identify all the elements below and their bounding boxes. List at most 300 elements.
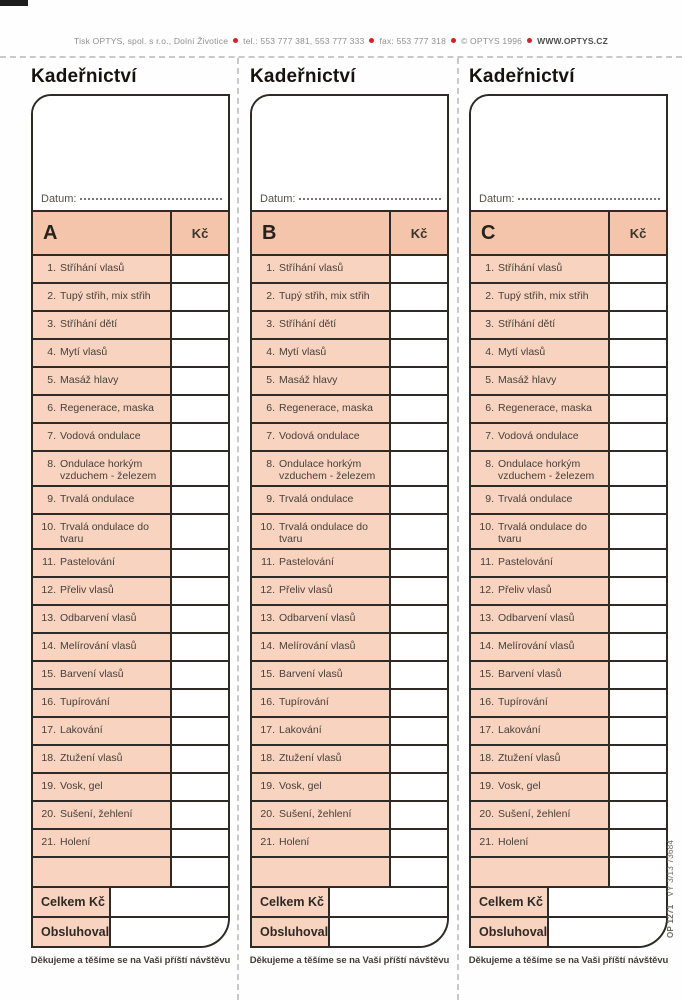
service-number: 10. (479, 521, 494, 533)
served-by-row (33, 916, 228, 946)
price-cell (170, 662, 228, 688)
price-cell (170, 858, 228, 886)
service-label: Odbarvení vlasů (498, 612, 575, 624)
service-number: 13. (260, 612, 275, 624)
copyright-text: © OPTYS 1996 (461, 36, 523, 46)
ticket-footer (31, 955, 230, 966)
service-number: 19. (41, 780, 56, 792)
price-cell (608, 858, 666, 886)
served-by-value-cell (111, 918, 228, 946)
price-cell (389, 578, 447, 604)
service-label: Masáž hlavy (498, 374, 557, 386)
service-number: 15. (479, 668, 494, 680)
service-number: 17. (41, 724, 56, 736)
ticket (0, 64, 238, 966)
service-number: 4. (47, 346, 56, 358)
service-label: Přeliv vlasů (60, 584, 114, 596)
service-row (471, 634, 666, 662)
service-label: Odbarvení vlasů (60, 612, 137, 624)
currency-header: Kč (608, 212, 666, 254)
price-cell (608, 487, 666, 513)
service-number: 5. (266, 374, 275, 386)
ticket-letter: B (262, 221, 277, 244)
total-row (33, 886, 228, 916)
price-cell (608, 578, 666, 604)
service-rows (471, 256, 666, 886)
served-by-value-cell (330, 918, 447, 946)
service-label: Tupírování (60, 696, 110, 708)
price-cell (389, 774, 447, 800)
service-row (33, 487, 228, 515)
served-by-value-cell (549, 918, 666, 946)
service-number: 7. (47, 430, 56, 442)
perforation-line-horizontal (0, 56, 682, 58)
service-label: Trvalá ondulace (498, 493, 573, 505)
service-row (471, 256, 666, 284)
ticket-title: Kadeřnictví (31, 66, 137, 87)
service-number: 8. (266, 458, 275, 470)
service-row (471, 802, 666, 830)
service-number: 20. (260, 808, 275, 820)
service-row (471, 396, 666, 424)
service-label: Melírování vlasů (279, 640, 356, 652)
price-cell (608, 662, 666, 688)
price-cell (170, 487, 228, 513)
fax-text: fax: 553 777 318 (379, 36, 446, 46)
service-label: Vosk, gel (279, 780, 322, 792)
service-row (33, 424, 228, 452)
service-number: 20. (41, 808, 56, 820)
service-number: 11. (261, 556, 275, 568)
service-label: Stříhání dětí (498, 318, 556, 330)
service-number: 17. (260, 724, 275, 736)
price-cell (170, 746, 228, 772)
service-label: Holení (279, 836, 310, 848)
price-cell (389, 830, 447, 856)
service-row (252, 368, 447, 396)
price-cell (608, 256, 666, 282)
service-row (33, 662, 228, 690)
service-row (33, 578, 228, 606)
ticket-header-row (252, 212, 447, 256)
service-number: 2. (485, 290, 494, 302)
service-row (471, 515, 666, 550)
service-number: 13. (41, 612, 56, 624)
service-label: Ondulace horkým vzduchem - železem (498, 458, 595, 482)
service-label: Sušení, žehlení (60, 808, 133, 820)
total-label: Celkem Kč (471, 888, 549, 916)
service-number: 1. (485, 262, 494, 274)
service-rows (33, 256, 228, 886)
price-cell (389, 606, 447, 632)
service-row (252, 634, 447, 662)
service-label: Melírování vlasů (498, 640, 575, 652)
service-row (33, 515, 228, 550)
price-cell (608, 718, 666, 744)
service-label: Masáž hlavy (60, 374, 119, 386)
service-number: 6. (485, 402, 494, 414)
service-label: Trvalá ondulace (279, 493, 354, 505)
price-cell (170, 578, 228, 604)
empty-service-row (471, 858, 666, 886)
service-label: Vodová ondulace (60, 430, 141, 442)
service-label: Přeliv vlasů (279, 584, 333, 596)
service-number: 16. (41, 696, 56, 708)
service-number: 1. (266, 262, 275, 274)
service-number: 21. (41, 836, 56, 848)
date-area (252, 96, 447, 212)
service-number: 3. (485, 318, 494, 330)
service-label: Lakování (60, 724, 103, 736)
service-number: 14. (41, 640, 56, 652)
ticket-box (250, 94, 449, 948)
service-row (252, 340, 447, 368)
service-number: 19. (479, 780, 494, 792)
price-cell (608, 284, 666, 310)
service-label: Trvalá ondulace do tvaru (279, 521, 368, 545)
service-label: Mytí vlasů (498, 346, 546, 358)
print-code-text: VY 3/13 73684 (666, 839, 675, 897)
ticket-letter: A (43, 221, 58, 244)
served-by-row (252, 916, 447, 946)
ticket-footer (250, 955, 449, 966)
price-cell (170, 802, 228, 828)
currency-header: Kč (389, 212, 447, 254)
date-fill-line (80, 198, 222, 200)
service-row (252, 312, 447, 340)
service-row (252, 662, 447, 690)
ticket-footer (469, 955, 668, 966)
service-label: Pastelování (498, 556, 553, 568)
price-cell (608, 368, 666, 394)
service-row (252, 606, 447, 634)
served-by-label: Obsluhoval (33, 918, 111, 946)
service-row (33, 312, 228, 340)
price-cell (389, 340, 447, 366)
service-number: 7. (266, 430, 275, 442)
service-number: 4. (266, 346, 275, 358)
service-row (33, 256, 228, 284)
service-number: 18. (479, 752, 494, 764)
ticket (458, 64, 682, 966)
service-row (471, 340, 666, 368)
website-text: WWW.OPTYS.CZ (537, 36, 608, 46)
price-cell (608, 550, 666, 576)
service-label: Holení (60, 836, 91, 848)
price-cell (170, 396, 228, 422)
price-cell (389, 515, 447, 548)
price-cell (389, 284, 447, 310)
service-row (33, 368, 228, 396)
service-row (471, 662, 666, 690)
service-row (33, 606, 228, 634)
price-cell (389, 746, 447, 772)
total-label: Celkem Kč (252, 888, 330, 916)
form-code-vertical (666, 840, 675, 938)
service-number: 17. (479, 724, 494, 736)
date-label: Datum: (479, 193, 515, 205)
served-by-label: Obsluhoval (471, 918, 549, 946)
ticket-header-row (33, 212, 228, 256)
service-number: 1. (47, 262, 56, 274)
service-label: Lakování (279, 724, 322, 736)
service-label: Ondulace horkým vzduchem - železem (279, 458, 376, 482)
ticket-header-row (471, 212, 666, 256)
price-cell (170, 634, 228, 660)
bullet-dot-icon (369, 38, 374, 43)
tickets-row (0, 64, 682, 966)
price-cell (170, 368, 228, 394)
price-cell (608, 606, 666, 632)
service-label: Regenerace, maska (498, 402, 592, 414)
service-label: Stříhání vlasů (279, 262, 344, 274)
service-row (471, 424, 666, 452)
service-row (471, 284, 666, 312)
service-row (252, 487, 447, 515)
service-number: 15. (41, 668, 56, 680)
price-cell (170, 690, 228, 716)
service-row (33, 718, 228, 746)
service-label: Regenerace, maska (60, 402, 154, 414)
price-cell (170, 284, 228, 310)
service-label: Přeliv vlasů (498, 584, 552, 596)
service-number: 5. (47, 374, 56, 386)
price-cell (170, 718, 228, 744)
total-value-cell (111, 888, 228, 916)
service-number: 2. (266, 290, 275, 302)
registration-mark (0, 0, 28, 6)
price-cell (389, 487, 447, 513)
service-row (471, 718, 666, 746)
service-row (33, 452, 228, 487)
service-number: 9. (485, 493, 494, 505)
bullet-dot-icon (527, 38, 532, 43)
service-number: 3. (47, 318, 56, 330)
empty-service-row (252, 858, 447, 886)
price-cell (170, 830, 228, 856)
service-label: Melírování vlasů (60, 640, 137, 652)
service-label: Barvení vlasů (60, 668, 124, 680)
price-cell (608, 830, 666, 856)
service-row (252, 452, 447, 487)
thank-you-text: Děkujeme a těšíme se na Vaši příští návštěvu (468, 955, 669, 966)
service-label: Trvalá ondulace do tvaru (60, 521, 149, 545)
price-cell (170, 452, 228, 485)
form-number-text: OP 1271 (666, 904, 675, 938)
service-label: Vodová ondulace (498, 430, 579, 442)
date-fill-line (518, 198, 660, 200)
service-label: Stříhání vlasů (498, 262, 563, 274)
service-label: Mytí vlasů (60, 346, 108, 358)
service-number: 14. (260, 640, 275, 652)
served-by-label: Obsluhoval (252, 918, 330, 946)
ticket-title: Kadeřnictví (250, 66, 356, 87)
service-row (252, 830, 447, 858)
service-number: 8. (47, 458, 56, 470)
service-row (252, 396, 447, 424)
service-number: 13. (479, 612, 494, 624)
service-label: Ztužení vlasů (60, 752, 123, 764)
service-row (471, 578, 666, 606)
ticket-box (469, 94, 668, 948)
service-label: Trvalá ondulace do tvaru (498, 521, 587, 545)
service-number: 12. (479, 584, 494, 596)
service-label: Pastelování (279, 556, 334, 568)
service-row (252, 256, 447, 284)
service-label: Vosk, gel (498, 780, 541, 792)
price-cell (608, 634, 666, 660)
price-cell (389, 858, 447, 886)
service-number: 5. (485, 374, 494, 386)
ticket-letter: C (481, 221, 496, 244)
date-area (471, 96, 666, 212)
service-row (471, 746, 666, 774)
bullet-dot-icon (233, 38, 238, 43)
ticket-title: Kadeřnictví (469, 66, 575, 87)
price-cell (170, 424, 228, 450)
price-cell (608, 424, 666, 450)
price-cell (608, 802, 666, 828)
service-row (33, 690, 228, 718)
service-label: Stříhání dětí (60, 318, 118, 330)
service-row (33, 284, 228, 312)
service-row (471, 452, 666, 487)
service-number: 11. (480, 556, 494, 568)
service-row (33, 830, 228, 858)
price-cell (170, 515, 228, 548)
service-number: 7. (485, 430, 494, 442)
service-number: 15. (260, 668, 275, 680)
price-cell (389, 396, 447, 422)
price-cell (608, 515, 666, 548)
service-label: Sušení, žehlení (498, 808, 571, 820)
service-label: Tupý střih, mix střih (498, 290, 589, 302)
service-label: Barvení vlasů (279, 668, 343, 680)
empty-service-row (33, 858, 228, 886)
service-row (33, 634, 228, 662)
total-label: Celkem Kč (33, 888, 111, 916)
service-label: Holení (498, 836, 529, 848)
service-number: 8. (485, 458, 494, 470)
service-number: 20. (479, 808, 494, 820)
service-number: 18. (260, 752, 275, 764)
service-label: Vosk, gel (60, 780, 103, 792)
service-row (471, 487, 666, 515)
service-row (471, 690, 666, 718)
price-cell (389, 690, 447, 716)
price-cell (389, 368, 447, 394)
service-row (33, 774, 228, 802)
service-number: 12. (260, 584, 275, 596)
service-row (33, 802, 228, 830)
service-row (471, 774, 666, 802)
service-row (252, 690, 447, 718)
price-cell (608, 452, 666, 485)
service-row (252, 550, 447, 578)
price-cell (389, 634, 447, 660)
service-label: Ondulace horkým vzduchem - železem (60, 458, 157, 482)
price-cell (389, 256, 447, 282)
price-cell (389, 312, 447, 338)
service-label: Odbarvení vlasů (279, 612, 356, 624)
service-number: 14. (479, 640, 494, 652)
service-row (33, 746, 228, 774)
service-row (471, 312, 666, 340)
service-label: Masáž hlavy (279, 374, 338, 386)
service-number: 6. (266, 402, 275, 414)
service-number: 21. (479, 836, 494, 848)
service-label: Mytí vlasů (279, 346, 327, 358)
price-cell (170, 606, 228, 632)
served-by-row (471, 916, 666, 946)
service-label: Trvalá ondulace (60, 493, 135, 505)
service-row (33, 396, 228, 424)
total-row (471, 886, 666, 916)
total-value-cell (330, 888, 447, 916)
price-cell (170, 256, 228, 282)
service-row (252, 424, 447, 452)
date-label: Datum: (41, 193, 77, 205)
service-row (471, 606, 666, 634)
price-cell (389, 662, 447, 688)
service-label: Barvení vlasů (498, 668, 562, 680)
service-number: 10. (260, 521, 275, 533)
price-cell (608, 774, 666, 800)
price-cell (170, 340, 228, 366)
service-row (252, 284, 447, 312)
service-label: Stříhání vlasů (60, 262, 125, 274)
service-number: 16. (479, 696, 494, 708)
service-row (471, 368, 666, 396)
service-label: Vodová ondulace (279, 430, 360, 442)
service-number: 16. (260, 696, 275, 708)
price-cell (608, 340, 666, 366)
price-cell (608, 690, 666, 716)
date-area (33, 96, 228, 212)
service-number: 19. (260, 780, 275, 792)
price-cell (170, 550, 228, 576)
price-cell (608, 396, 666, 422)
price-cell (608, 312, 666, 338)
service-label: Lakování (498, 724, 541, 736)
service-row (252, 578, 447, 606)
service-label: Regenerace, maska (279, 402, 373, 414)
service-number: 4. (485, 346, 494, 358)
service-label: Ztužení vlasů (498, 752, 561, 764)
service-row (252, 802, 447, 830)
date-label: Datum: (260, 193, 296, 205)
service-rows (252, 256, 447, 886)
service-label: Tupý střih, mix střih (60, 290, 151, 302)
price-cell (608, 746, 666, 772)
service-number: 11. (42, 556, 56, 568)
service-number: 9. (266, 493, 275, 505)
price-cell (170, 774, 228, 800)
service-number: 12. (41, 584, 56, 596)
service-label: Pastelování (60, 556, 115, 568)
price-cell (170, 312, 228, 338)
price-cell (389, 718, 447, 744)
service-number: 6. (47, 402, 56, 414)
service-label: Sušení, žehlení (279, 808, 352, 820)
currency-header: Kč (170, 212, 228, 254)
price-cell (389, 424, 447, 450)
service-row (471, 550, 666, 578)
total-row (252, 886, 447, 916)
service-number: 2. (47, 290, 56, 302)
thank-you-text: Děkujeme a těšíme se na Vaši příští návštěvu (30, 955, 231, 966)
price-cell (389, 802, 447, 828)
